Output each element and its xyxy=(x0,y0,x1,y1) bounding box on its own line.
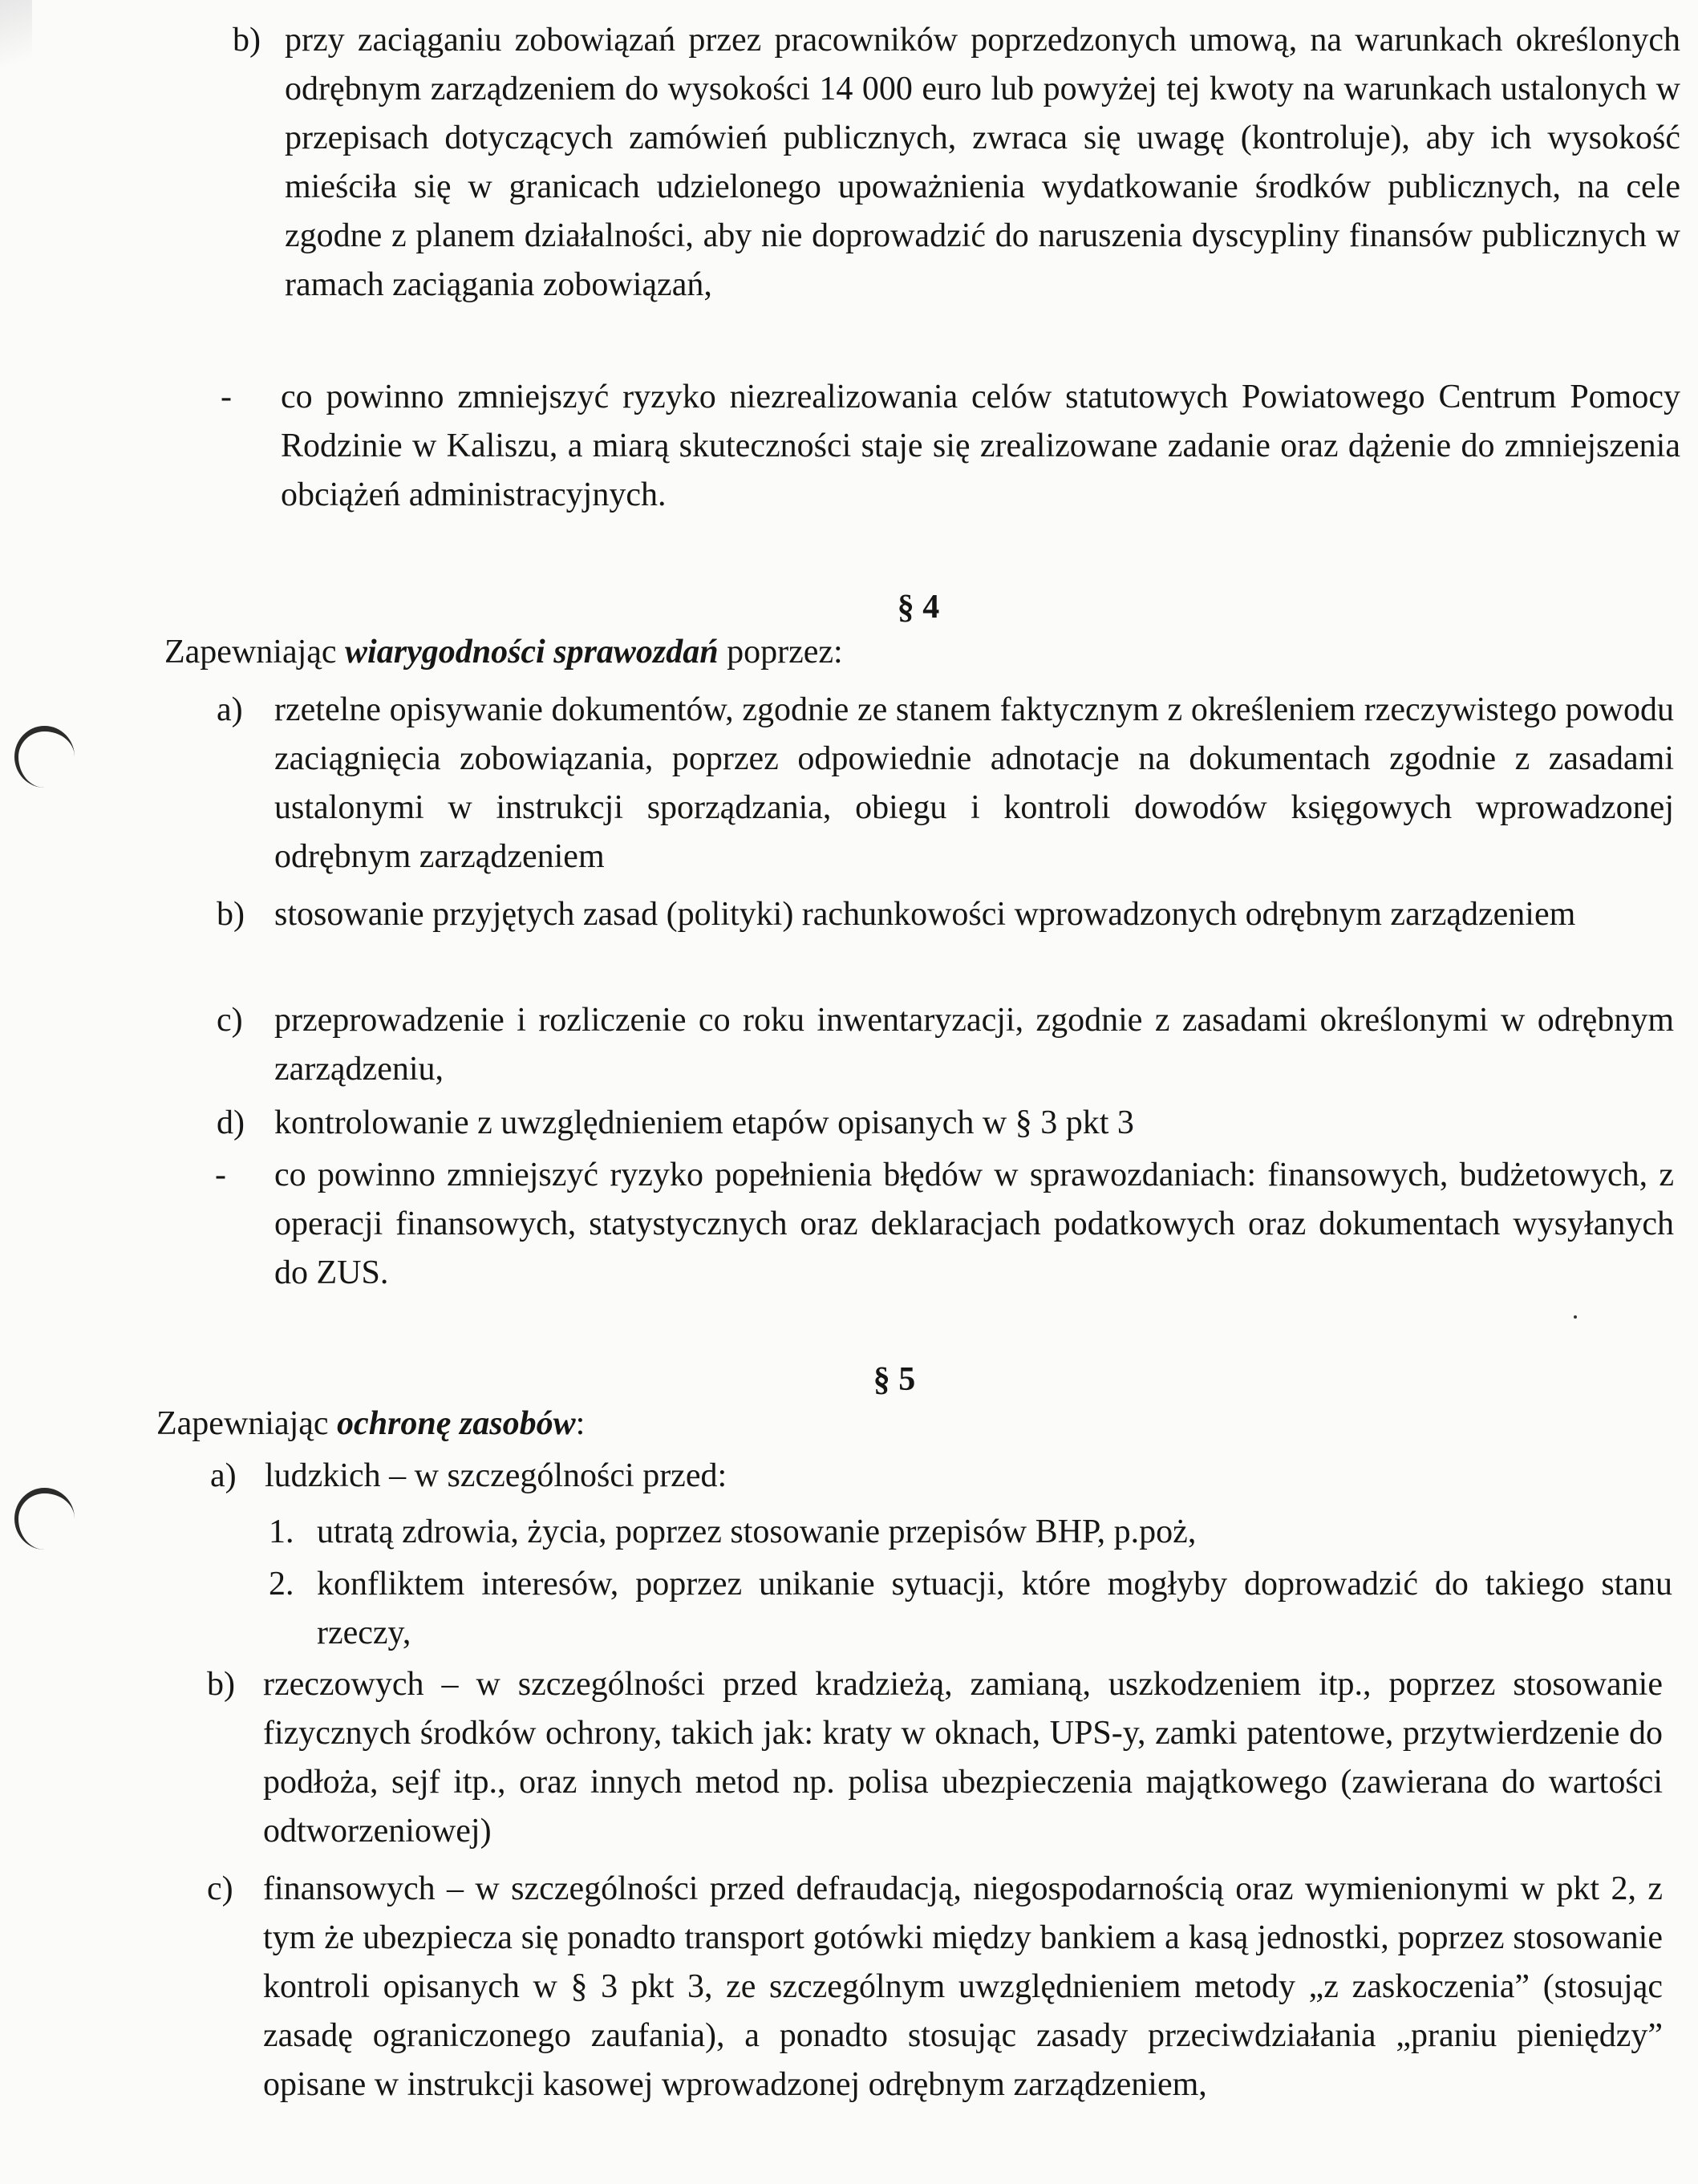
section-4-heading: § 4 xyxy=(897,589,940,626)
list-item-text: co powinno zmniejszyć ryzyko niezrealizowania celów statutowych Powiatowego Centrum Pomocy Rodzinie w Kaliszu, a miarą skuteczności staje się zrealizowane zadanie oraz dążenie do zmniejszenia obciążeń administracyjnych. xyxy=(281,379,1680,513)
list-item-text: rzeczowych – w szczególności przed kradzieżą, zamianą, uszkodzeniem itp., poprzez stosowanie fizycznych środków ochrony, takich jak: kraty w oknach, UPS-y, zamki patentowe, przytwierdzenie do podłoża, sejf itp., oraz innych metod np. polisa ubezpieczenia majątkowego (zawierana do wartości odtworzeniowej) xyxy=(263,1666,1663,1850)
list-marker: 2. xyxy=(269,1566,294,1603)
scan-speck xyxy=(1574,1315,1577,1319)
list-item-text: finansowych – w szczególności przed defraudacją, niegospodarnością oraz wymienionymi w pkt 2, z tym że ubezpiecza się ponadto transport gotówki między bankiem a kasą jednostki, poprzez stosowanie kontroli opisanych w § 3 pkt 3, ze szczególnym uwzględnieniem metody „z zaskoczenia” (stosując zasadę ograniczonego zaufania), a ponadto stosując zasady przeciwdziałania „praniu pieniędzy” opisane w instrukcji kasowej wprowadzonej odrębnym zarządzeniem, xyxy=(263,1870,1663,2103)
list-marker: a) xyxy=(217,691,243,728)
list-item-text: co powinno zmniejszyć ryzyko popełnienia błędów w sprawozdaniach: finansowych, budżetowych, z operacji finansowych, statystycznych oraz deklaracjach podatkowych oraz dokumentach wysyłanych do ZUS. xyxy=(274,1157,1674,1291)
section-5-intro: Zapewniając ochronę zasobów: xyxy=(156,1405,586,1442)
section-5-heading: § 5 xyxy=(873,1361,916,1398)
list-item-text: ludzkich – w szczególności przed: xyxy=(265,1457,727,1494)
list-item-text: utratą zdrowia, życia, poprzez stosowanie przepisów BHP, p.poż, xyxy=(317,1513,1197,1550)
list-marker: - xyxy=(215,1157,226,1193)
list-marker: b) xyxy=(207,1666,235,1703)
list-item-text: kontrolowanie z uwzględnieniem etapów opisanych w § 3 pkt 3 xyxy=(274,1104,1134,1141)
section-4-emphasis: wiarygodności sprawozdań xyxy=(345,634,719,671)
list-marker: b) xyxy=(217,896,245,933)
list-marker: a) xyxy=(210,1457,237,1494)
punch-hole-bottom xyxy=(14,1488,75,1550)
page-fold-shadow xyxy=(0,0,32,88)
list-item-text: rzetelne opisywanie dokumentów, zgodnie ze stanem faktycznym z określeniem rzeczywistego powodu zaciągnięcia zobowiązania, poprzez odpowiednie adnotacje na dokumentach zgodnie z zasadami ustalonymi w instrukcji sporządzania, obiegu i kontroli dowodów księgowych wprowadzonej odrębnym zarządzeniem xyxy=(274,691,1674,875)
list-item-text: przy zaciąganiu zobowiązań przez pracowników poprzedzonych umową, na warunkach określonych odrębnym zarządzeniem do wysokości 14 000 euro lub powyżej tej kwoty na warunkach ustalonych w przepisach dotyczących zamówień publicznych, zwraca się uwagę (kontroluje), aby ich wysokość mieściła się w granicach udzielonego upoważnienia wydatkowanie środków publicznych, na cele zgodne z planem działalności, aby nie doprowadzić do naruszenia dyscypliny finansów publicznych w ramach zaciągania zobowiązań, xyxy=(285,22,1680,303)
list-marker: c) xyxy=(217,1002,243,1039)
punch-hole-top xyxy=(14,726,75,788)
list-marker: b) xyxy=(233,22,261,59)
list-marker: 1. xyxy=(269,1513,294,1550)
list-item-text: przeprowadzenie i rozliczenie co roku inwentaryzacji, zgodnie z zasadami określonymi w odrębnym zarządzeniu, xyxy=(274,1002,1674,1088)
list-marker: c) xyxy=(207,1870,233,1907)
list-item-text: konfliktem interesów, poprzez unikanie sytuacji, które mogłyby doprowadzić do takiego stanu rzeczy, xyxy=(317,1566,1672,1651)
section-5-emphasis: ochronę zasobów xyxy=(337,1405,576,1442)
list-marker: - xyxy=(221,379,232,415)
list-item-text: stosowanie przyjętych zasad (polityki) rachunkowości wprowadzonych odrębnym zarządzeniem xyxy=(274,896,1576,933)
list-marker: d) xyxy=(217,1104,245,1141)
section-4-intro: Zapewniając wiarygodności sprawozdań poprzez: xyxy=(164,634,843,671)
